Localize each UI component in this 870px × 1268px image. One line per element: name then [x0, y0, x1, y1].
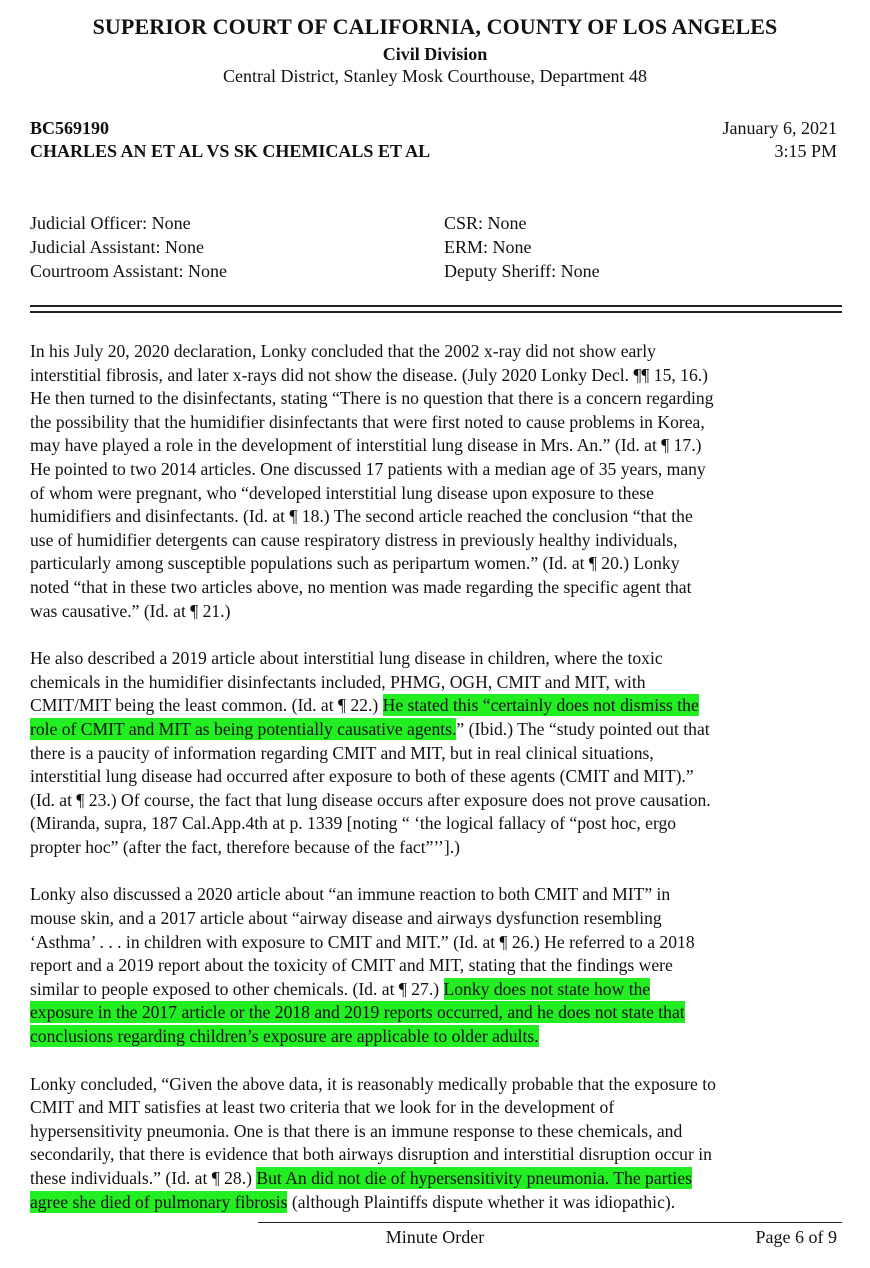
- text-line: [30, 387, 844, 411]
- text-line: [30, 600, 844, 624]
- text-segment: He then turned to the disinfectants, stating “There is no question that there is a concern regarding: [30, 388, 714, 409]
- text-line: [30, 1096, 844, 1120]
- text-segment: (Miranda, supra, 187 Cal.App.4th at p. 1339 [noting “ ‘the logical fallacy of “post hoc, ergo: [30, 813, 677, 834]
- text-line: [30, 694, 844, 718]
- highlighted-text: role of CMIT and MIT as being potentially causative agents.: [30, 718, 457, 739]
- text-segment: there is a paucity of information regarding CMIT and MIT, but in real clinical situations,: [30, 742, 654, 763]
- erm: ERM: None: [444, 237, 532, 257]
- text-segment: hypersensitivity pneumonia. One is that there is an immune response to these chemicals, and: [30, 1120, 683, 1141]
- text-line: [30, 978, 844, 1002]
- judicial-assistant: Judicial Assistant: None: [30, 237, 204, 257]
- text-segment: ” (Ibid.) The “study pointed out that: [456, 718, 710, 739]
- officers-left-column: [30, 211, 227, 283]
- case-name: CHARLES AN ET AL VS SK CHEMICALS ET AL: [30, 141, 431, 161]
- case-number: BC569190: [30, 118, 110, 138]
- judicial-officer: Judicial Officer: None: [30, 213, 191, 233]
- text-segment: interstitial fibrosis, and later x-rays did not show the disease. (July 2020 Lonky Decl. ¶¶ 15, 16.): [30, 364, 709, 385]
- paragraph: [30, 340, 844, 623]
- court-name-heading: SUPERIOR COURT OF CALIFORNIA, COUNTY OF LOS ANGELES: [92, 14, 778, 39]
- order-time: 3:15 PM: [774, 141, 837, 161]
- text-segment: mouse skin, and a 2017 article about “airway disease and airways dysfunction resembling: [30, 908, 662, 929]
- footer-divider: [258, 1222, 842, 1223]
- text-line: [30, 931, 844, 955]
- footer-title: Minute Order: [385, 1227, 485, 1247]
- text-segment: these individuals.” (Id. at ¶ 28.): [30, 1168, 257, 1188]
- text-segment: use of humidifier detergents can cause respiratory distress in previously healthy individuals,: [30, 529, 678, 550]
- text-segment: In his July 20, 2020 declaration, Lonky concluded that the 2002 x-ray did not show early: [30, 341, 656, 361]
- text-line: [30, 434, 844, 458]
- division-heading: Civil Division: [382, 44, 488, 64]
- text-line: [30, 789, 844, 813]
- text-segment: chemicals in the humidifier disinfectants included, PHMG, OGH, CMIT and MIT, with: [30, 671, 646, 692]
- text-line: [30, 1191, 844, 1215]
- highlighted-text: agree she died of pulmonary fibrosis: [30, 1191, 288, 1212]
- order-date: January 6, 2021: [722, 118, 837, 138]
- text-line: [30, 458, 844, 482]
- text-segment: (Id. at ¶ 23.) Of course, the fact that lung disease occurs after exposure does not prove causation.: [30, 789, 711, 810]
- text-line: [30, 482, 844, 506]
- text-line: [30, 907, 844, 931]
- highlighted-text: But An did not die of hypersensitivity pneumonia. The parties: [256, 1168, 692, 1188]
- text-line: [30, 1001, 844, 1025]
- text-segment: may have played a role in the development of interstitial lung disease in Mrs. An.” (Id. at ¶ 17.): [30, 435, 702, 456]
- text-line: [30, 765, 844, 789]
- paragraph: [30, 883, 844, 1048]
- highlighted-text: conclusions regarding children’s exposure are applicable to older adults.: [30, 1026, 539, 1047]
- order-body: [30, 340, 844, 1238]
- text-segment: secondarily, that there is evidence that both airways disruption and interstitial disruption occur in: [30, 1144, 712, 1165]
- text-line: [30, 836, 844, 860]
- paragraph: [30, 1073, 844, 1215]
- text-line: [30, 364, 844, 388]
- courtroom-assistant: Courtroom Assistant: None: [30, 261, 227, 281]
- header-divider-top: [30, 305, 842, 307]
- text-segment: (although Plaintiffs dispute whether it was idiopathic).: [287, 1191, 676, 1212]
- header-divider-bottom: [30, 311, 842, 313]
- text-segment: He also described a 2019 article about interstitial lung disease in children, where the toxic: [30, 648, 663, 669]
- text-segment: ‘Asthma’ . . . in children with exposure to CMIT and MIT.” (Id. at ¶ 26.) He referred to a 2018: [30, 931, 695, 952]
- text-line: [30, 1143, 844, 1167]
- text-line: [30, 1167, 844, 1191]
- text-segment: humidifiers and disinfectants. (Id. at ¶ 18.) The second article reached the conclusion “that the: [30, 506, 693, 527]
- text-line: [30, 340, 844, 364]
- text-segment: interstitial lung disease had occurred after exposure to both of these agents (CMIT and MIT).”: [30, 766, 694, 787]
- text-segment: was causative.” (Id. at ¶ 21.): [30, 600, 231, 621]
- text-segment: CMIT and MIT satisfies at least two criteria that we look for in the development of: [30, 1097, 615, 1118]
- highlighted-text: exposure in the 2017 article or the 2018 and 2019 reports occurred, and he does not state that: [30, 1002, 685, 1023]
- text-line: [30, 671, 844, 695]
- text-segment: noted “that in these two articles above, no mention was made regarding the specific agent that: [30, 576, 692, 597]
- text-segment: of whom were pregnant, who “developed interstitial lung disease upon exposure to these: [30, 482, 654, 503]
- text-line: [30, 552, 844, 576]
- paragraph: [30, 647, 844, 859]
- text-segment: Lonky concluded, “Given the above data, it is reasonably medically probable that the exposure to: [30, 1073, 716, 1094]
- text-line: [30, 576, 844, 600]
- text-line: [30, 718, 844, 742]
- text-line: [30, 647, 844, 671]
- text-segment: report and a 2019 report about the toxicity of CMIT and MIT, stating that the findings were: [30, 955, 673, 976]
- highlighted-text: He stated this “certainly does not dismiss the: [382, 695, 699, 716]
- deputy-sheriff: Deputy Sheriff: None: [444, 261, 600, 281]
- text-segment: CMIT/MIT being the least common. (Id. at ¶ 22.): [30, 695, 383, 716]
- text-line: [30, 1025, 844, 1049]
- text-line: [30, 529, 844, 553]
- text-line: [30, 742, 844, 766]
- text-segment: He pointed to two 2014 articles. One discussed 17 patients with a median age of 35 years, many: [30, 458, 706, 479]
- text-segment: propter hoc” (after the fact, therefore because of the fact”’’].): [30, 836, 460, 857]
- text-segment: the possibility that the humidifier disinfectants that were first noted to cause problems in Korea,: [30, 411, 705, 432]
- highlighted-text: Lonky does not state how the: [443, 978, 651, 999]
- text-line: [30, 505, 844, 529]
- text-segment: similar to people exposed to other chemicals. (Id. at ¶ 27.): [30, 978, 444, 999]
- district-line: Central District, Stanley Mosk Courthouse, Department 48: [223, 66, 647, 86]
- text-segment: Lonky also discussed a 2020 article about “an immune reaction to both CMIT and MIT” in: [30, 884, 671, 905]
- text-line: [30, 883, 844, 907]
- officers-right-column: [444, 211, 600, 283]
- text-line: [30, 1120, 844, 1144]
- text-line: [30, 812, 844, 836]
- text-line: [30, 1073, 844, 1097]
- text-line: [30, 954, 844, 978]
- page-number: Page 6 of 9: [755, 1227, 837, 1247]
- csr: CSR: None: [444, 213, 527, 233]
- text-segment: particularly among susceptible populations such as peripartum women.” (Id. at ¶ 20.) Lonky: [30, 553, 680, 574]
- text-line: [30, 411, 844, 435]
